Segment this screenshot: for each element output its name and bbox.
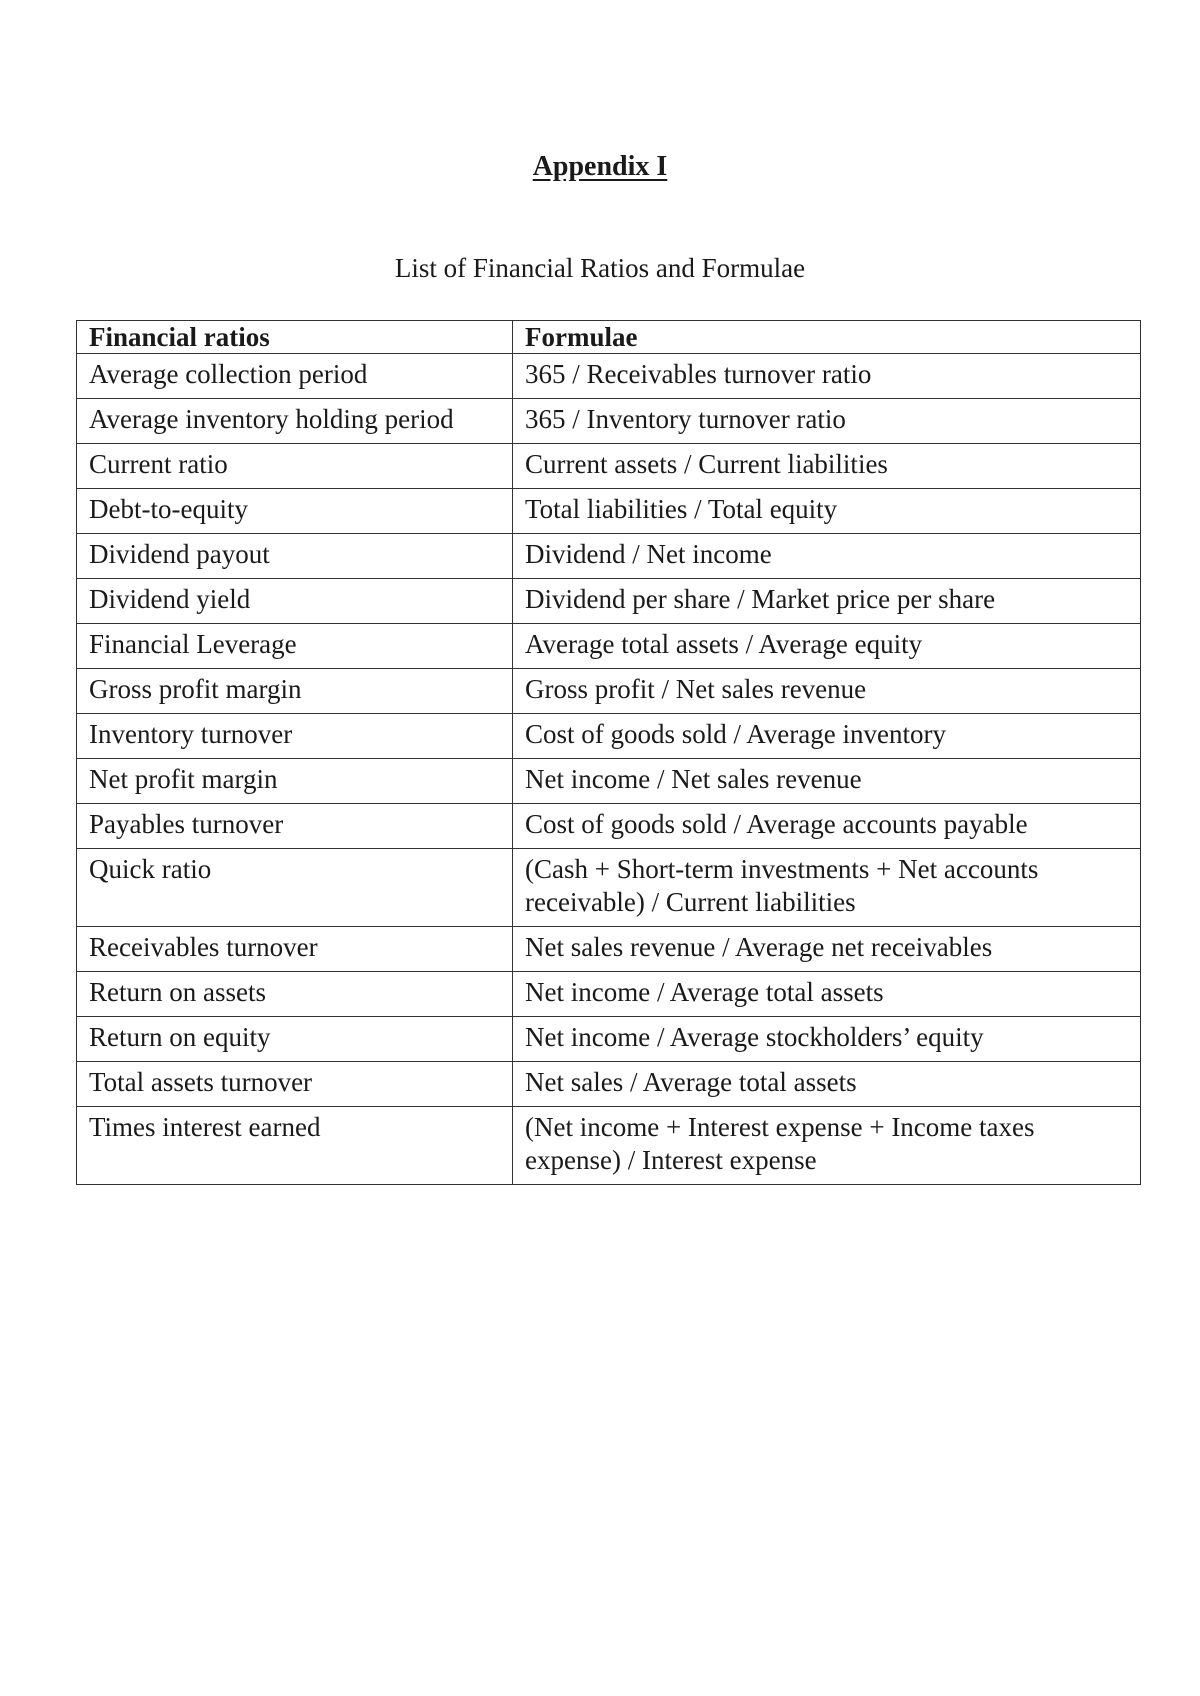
ratio-name: Total assets turnover (77, 1062, 513, 1107)
table-row (77, 399, 1141, 444)
ratio-name: Receivables turnover (77, 927, 513, 972)
ratio-formula: Net income / Net sales revenue (513, 759, 1141, 804)
header-financial-ratios: Financial ratios (77, 321, 513, 354)
ratio-formula: Net sales / Average total assets (513, 1062, 1141, 1107)
ratio-formula: Average total assets / Average equity (513, 624, 1141, 669)
table-row (77, 1062, 1141, 1107)
ratio-formula: Dividend / Net income (513, 534, 1141, 579)
appendix-title: Appendix I (532, 151, 668, 182)
ratio-name: Return on assets (77, 972, 513, 1017)
financial-ratios-table (76, 320, 1141, 1185)
ratio-formula: Cost of goods sold / Average inventory (513, 714, 1141, 759)
table-row (77, 669, 1141, 714)
table-row (77, 444, 1141, 489)
ratio-name: Return on equity (77, 1017, 513, 1062)
table-row (77, 804, 1141, 849)
ratio-formula: Net income / Average stockholders’ equity (513, 1017, 1141, 1062)
ratio-name: Dividend yield (77, 579, 513, 624)
ratio-formula: Total liabilities / Total equity (513, 489, 1141, 534)
table-row (77, 849, 1141, 927)
ratio-name: Times interest earned (77, 1107, 513, 1185)
header-formulae: Formulae (513, 321, 1141, 354)
table-row (77, 714, 1141, 759)
table-row (77, 927, 1141, 972)
table-row (77, 1107, 1141, 1185)
ratio-name: Current ratio (77, 444, 513, 489)
ratio-formula: 365 / Inventory turnover ratio (513, 399, 1141, 444)
table-row (77, 972, 1141, 1017)
table-row (77, 1017, 1141, 1062)
ratio-name: Debt-to-equity (77, 489, 513, 534)
ratio-formula: Net income / Average total assets (513, 972, 1141, 1017)
ratio-name: Payables turnover (77, 804, 513, 849)
ratio-name: Gross profit margin (77, 669, 513, 714)
ratio-name: Quick ratio (77, 849, 513, 927)
ratio-name: Average collection period (77, 354, 513, 399)
ratio-formula: Gross profit / Net sales revenue (513, 669, 1141, 714)
ratio-name: Net profit margin (77, 759, 513, 804)
table-row (77, 534, 1141, 579)
ratio-formula: (Cash + Short-term investments + Net accounts receivable) / Current liabilities (513, 849, 1141, 927)
table-row (77, 354, 1141, 399)
table-header-row (77, 321, 1141, 354)
table-caption: List of Financial Ratios and Formulae (394, 253, 806, 283)
ratio-name: Dividend payout (77, 534, 513, 579)
ratio-formula: Current assets / Current liabilities (513, 444, 1141, 489)
ratio-name: Inventory turnover (77, 714, 513, 759)
ratio-formula: Cost of goods sold / Average accounts payable (513, 804, 1141, 849)
ratio-formula: (Net income + Interest expense + Income taxes expense) / Interest expense (513, 1107, 1141, 1185)
ratio-name: Financial Leverage (77, 624, 513, 669)
ratio-formula: 365 / Receivables turnover ratio (513, 354, 1141, 399)
ratio-formula: Net sales revenue / Average net receivables (513, 927, 1141, 972)
ratio-name: Average inventory holding period (77, 399, 513, 444)
table-row (77, 489, 1141, 534)
table-row (77, 759, 1141, 804)
ratio-formula: Dividend per share / Market price per share (513, 579, 1141, 624)
table-row (77, 624, 1141, 669)
table-row (77, 579, 1141, 624)
